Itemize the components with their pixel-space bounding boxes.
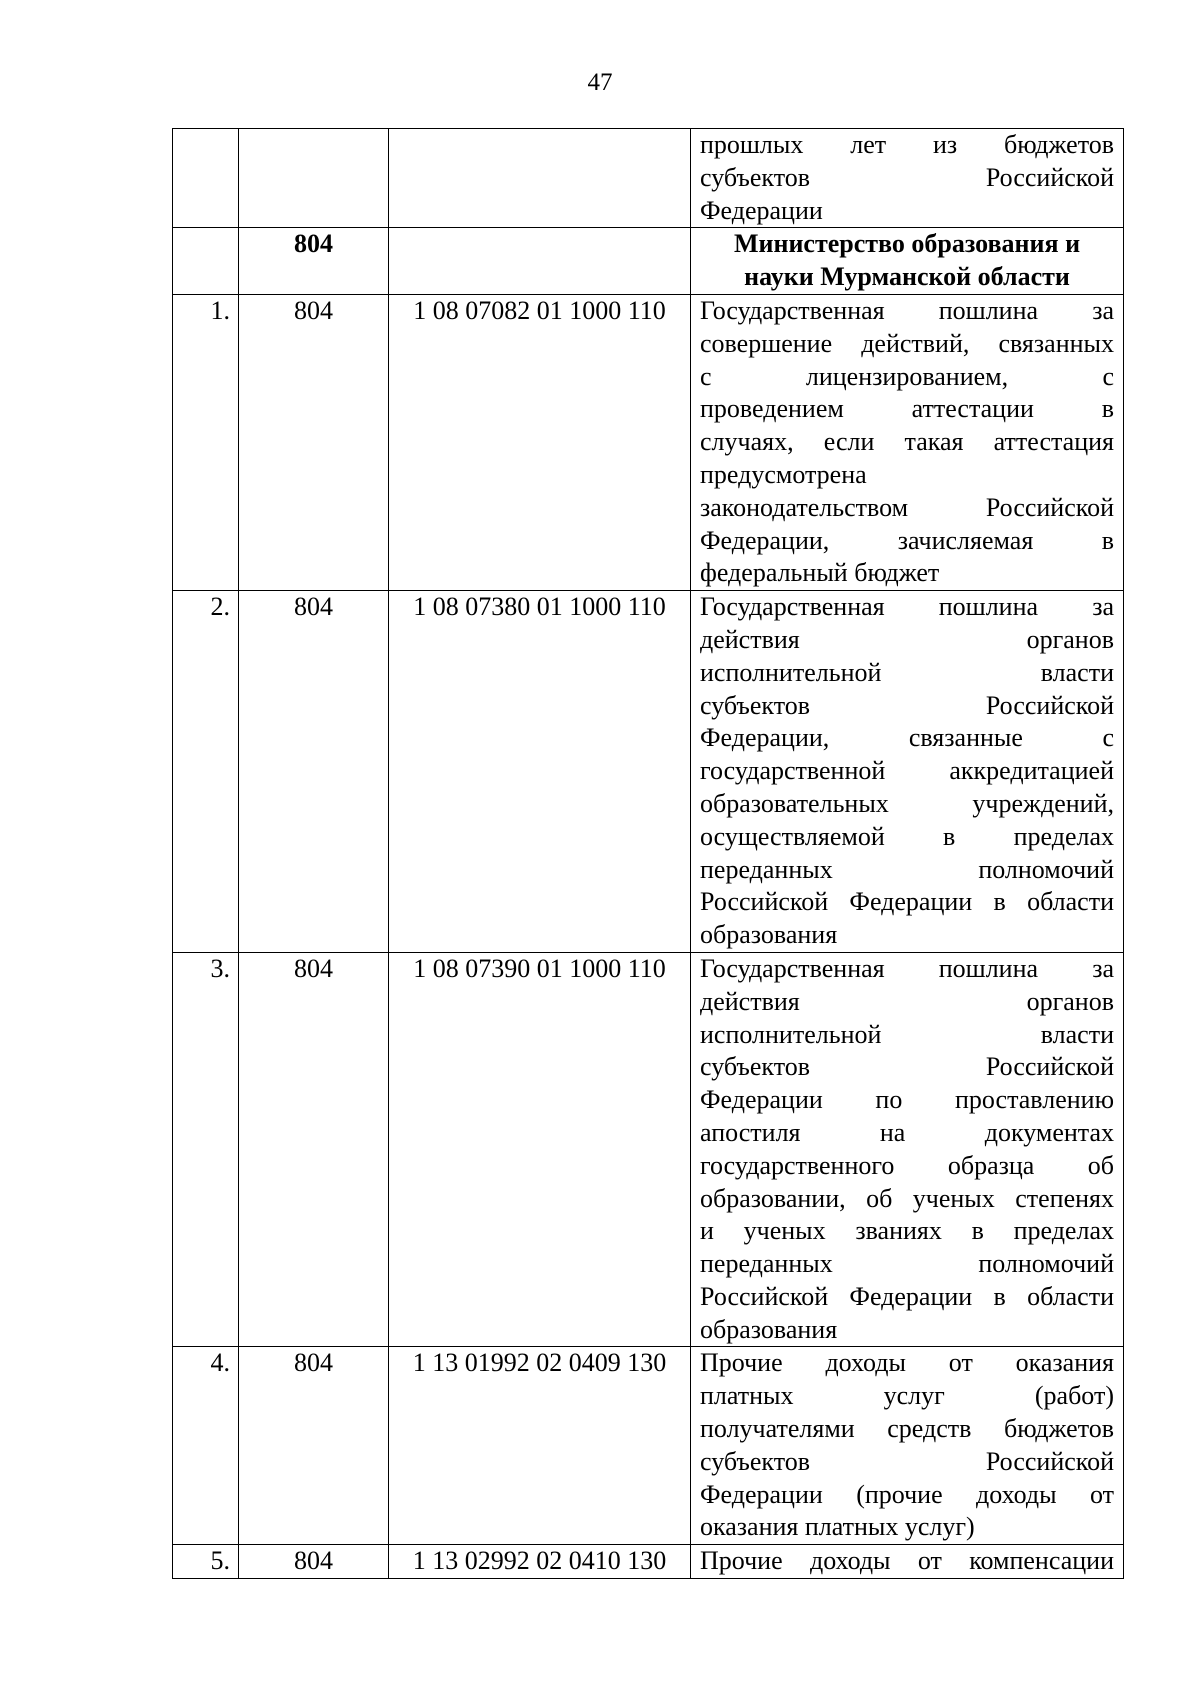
revenue-code-cell <box>389 228 691 295</box>
description-line: науки Мурманской области <box>744 262 1070 292</box>
table-row <box>173 1545 1124 1579</box>
row-number-cell <box>173 129 239 228</box>
description-line: прошлых лет из бюджетов <box>700 130 1114 159</box>
page-number: 47 <box>587 69 613 96</box>
description-line: с лицензированием, с <box>700 361 1114 391</box>
description-line: федеральный бюджет <box>700 558 940 588</box>
description-line: Государственная пошлина за <box>700 295 1114 325</box>
description-line: получателями средств бюджетов <box>700 1414 1114 1444</box>
description-line: Федерации (прочие доходы от <box>700 1479 1114 1509</box>
description-cell <box>691 1545 1124 1579</box>
description-line: Федерации по проставлению <box>700 1085 1114 1115</box>
description-line: законодательством Российской <box>700 492 1114 522</box>
description-line: Государственная пошлина за <box>700 592 1114 622</box>
row-number-cell: 1. <box>173 294 239 590</box>
revenue-codes-table <box>172 128 1124 1579</box>
description-cell <box>691 129 1124 228</box>
description-line: и ученых званиях в пределах <box>700 1216 1114 1246</box>
description-line: оказания платных услуг) <box>700 1512 975 1542</box>
description-line: действия органов <box>700 986 1114 1016</box>
department-name-cell <box>691 228 1124 295</box>
description-line: исполнительной власти <box>700 657 1114 687</box>
description-line: апостиля на документах <box>700 1117 1114 1147</box>
admin-code-cell: 804 <box>239 294 389 590</box>
admin-code-cell: 804 <box>239 1347 389 1545</box>
admin-code-cell: 804 <box>239 1545 389 1579</box>
table-row <box>173 952 1124 1347</box>
description-line: субъектов Российской <box>700 690 1114 720</box>
row-number-cell: 4. <box>173 1347 239 1545</box>
description-line: Федерации <box>700 195 823 225</box>
description-line: Прочие доходы от оказания <box>700 1348 1114 1378</box>
admin-code-cell: 804 <box>239 228 389 295</box>
revenue-code-cell: 1 13 02992 02 0410 130 <box>389 1545 691 1579</box>
table-header-row <box>173 228 1124 295</box>
description-line: действия органов <box>700 624 1114 654</box>
description-cell <box>691 952 1124 1347</box>
description-line: образования <box>700 920 838 950</box>
description-line: государственной аккредитацией <box>700 756 1114 786</box>
description-cell <box>691 294 1124 590</box>
description-line: переданных полномочий <box>700 854 1114 884</box>
revenue-code-cell: 1 08 07380 01 1000 110 <box>389 591 691 953</box>
description-line: Федерации, зачисляемая в <box>700 525 1114 555</box>
description-line: предусмотрена <box>700 459 867 489</box>
description-line: совершение действий, связанных <box>700 328 1114 358</box>
admin-code-cell: 804 <box>239 952 389 1347</box>
revenue-code-cell: 1 13 01992 02 0409 130 <box>389 1347 691 1545</box>
table-row <box>173 294 1124 590</box>
table-body <box>173 129 1124 1579</box>
description-line: Российской Федерации в области <box>700 887 1114 917</box>
table-row <box>173 591 1124 953</box>
description-line: субъектов Российской <box>700 1446 1114 1476</box>
description-line: проведением аттестации в <box>700 394 1114 424</box>
description-line: Федерации, связанные с <box>700 723 1114 753</box>
table-row <box>173 1347 1124 1545</box>
description-cell <box>691 1347 1124 1545</box>
description-line: Прочие доходы от компенсации <box>700 1546 1114 1576</box>
description-line: государственного образца об <box>700 1150 1114 1180</box>
revenue-code-cell: 1 08 07390 01 1000 110 <box>389 952 691 1347</box>
description-line: Государственная пошлина за <box>700 953 1114 983</box>
revenue-code-cell <box>389 129 691 228</box>
description-line: образовании, об ученых степенях <box>700 1183 1114 1213</box>
description-line: образования <box>700 1314 838 1344</box>
table-row <box>173 129 1124 228</box>
description-line: исполнительной власти <box>700 1019 1114 1049</box>
description-line: субъектов Российской <box>700 162 1114 192</box>
description-line: образовательных учреждений, <box>700 788 1114 818</box>
revenue-code-cell: 1 08 07082 01 1000 110 <box>389 294 691 590</box>
description-line: субъектов Российской <box>700 1052 1114 1082</box>
description-line: Российской Федерации в области <box>700 1281 1114 1311</box>
admin-code-cell <box>239 129 389 228</box>
admin-code-cell: 804 <box>239 591 389 953</box>
row-number-cell: 2. <box>173 591 239 953</box>
description-line: платных услуг (работ) <box>700 1381 1114 1411</box>
description-line: осуществляемой в пределах <box>700 821 1114 851</box>
row-number-cell <box>173 228 239 295</box>
description-line: случаях, если такая аттестация <box>700 427 1114 457</box>
description-line: переданных полномочий <box>700 1249 1114 1279</box>
description-line: Министерство образования и <box>733 229 1081 259</box>
description-cell <box>691 591 1124 953</box>
row-number-cell: 5. <box>173 1545 239 1579</box>
row-number-cell: 3. <box>173 952 239 1347</box>
